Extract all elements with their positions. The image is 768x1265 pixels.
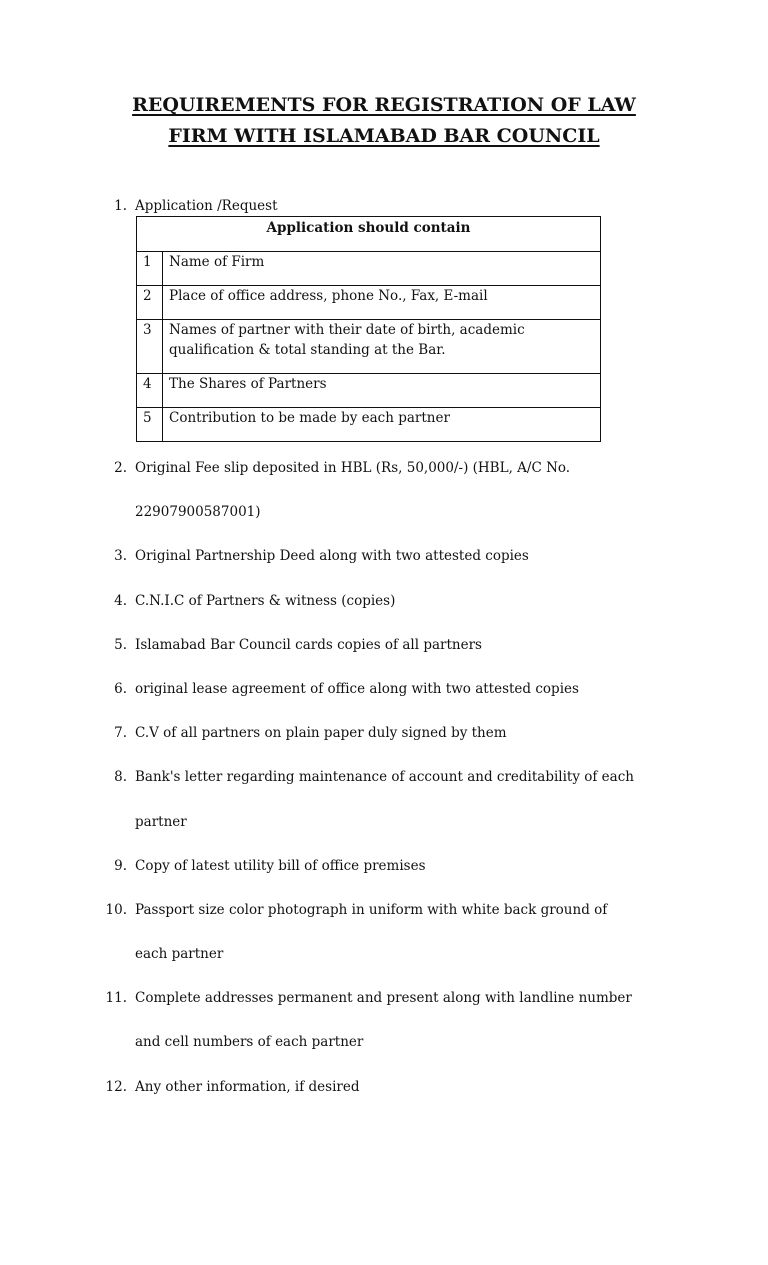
list-item-number: 3.	[114, 548, 127, 564]
list-item-number: 5.	[114, 637, 127, 653]
table-row	[137, 286, 601, 320]
table-row	[137, 252, 601, 286]
table-row-number: 5	[137, 408, 163, 442]
list-item-text-continuation: 22907900587001)	[135, 504, 261, 520]
list-item-number: 9.	[114, 858, 127, 874]
table-row-text	[163, 320, 601, 374]
list-item-text: Application /Request	[135, 198, 278, 214]
table-row-text: Place of office address, phone No., Fax, E-mail	[163, 286, 601, 320]
table-row	[137, 408, 601, 442]
list-item-text: Passport size color photograph in uniform with white back ground of	[135, 902, 608, 918]
table-row-text: The Shares of Partners	[163, 374, 601, 408]
list-item-text-continuation: partner	[135, 814, 187, 830]
list-item-text: Original Fee slip deposited in HBL (Rs, 50,000/-) (HBL, A/C No.	[135, 460, 571, 476]
list-item-number: 11.	[105, 990, 127, 1006]
list-item-text: C.V of all partners on plain paper duly signed by them	[135, 725, 507, 741]
list-item-text: Complete addresses permanent and present along with landline number	[135, 990, 632, 1006]
list-item-number: 4.	[114, 593, 127, 609]
title-line-1: REQUIREMENTS FOR REGISTRATION OF LAW	[132, 94, 636, 116]
list-item-number: 12.	[105, 1079, 127, 1095]
list-item-text: Bank's letter regarding maintenance of account and creditability of each	[135, 769, 634, 785]
list-item-number: 10.	[105, 902, 127, 918]
document-title	[0, 90, 768, 152]
table-row-number: 3	[137, 320, 163, 374]
table-row	[137, 320, 601, 374]
list-item-text-continuation: each partner	[135, 946, 224, 962]
list-item-text: Any other information, if desired	[135, 1079, 360, 1095]
table-row-number: 1	[137, 252, 163, 286]
list-item-number: 2.	[114, 460, 127, 476]
application-table	[136, 216, 601, 442]
table-row	[137, 374, 601, 408]
table-row-text: Name of Firm	[163, 252, 601, 286]
list-item-text: Copy of latest utility bill of office premises	[135, 858, 426, 874]
title-line-2: FIRM WITH ISLAMABAD BAR COUNCIL	[168, 125, 600, 147]
list-item-text: C.N.I.C of Partners & witness (copies)	[135, 593, 396, 609]
list-item-number: 8.	[114, 769, 127, 785]
list-item-text: original lease agreement of office along with two attested copies	[135, 681, 579, 697]
list-item-text: Islamabad Bar Council cards copies of all partners	[135, 637, 482, 653]
list-item-text: Original Partnership Deed along with two attested copies	[135, 548, 529, 564]
list-item-number: 6.	[114, 681, 127, 697]
list-item-number: 1.	[114, 198, 127, 214]
list-item-text-continuation: and cell numbers of each partner	[135, 1034, 364, 1050]
list-item-number: 7.	[114, 725, 127, 741]
table-row-number: 2	[137, 286, 163, 320]
application-table-header: Application should contain	[137, 217, 601, 252]
table-row-text-line-2: qualification & total standing at the Bar.	[169, 342, 446, 358]
table-row-text: Contribution to be made by each partner	[163, 408, 601, 442]
table-row-text-line-1: Names of partner with their date of birth, academic	[169, 322, 525, 338]
table-row-number: 4	[137, 374, 163, 408]
